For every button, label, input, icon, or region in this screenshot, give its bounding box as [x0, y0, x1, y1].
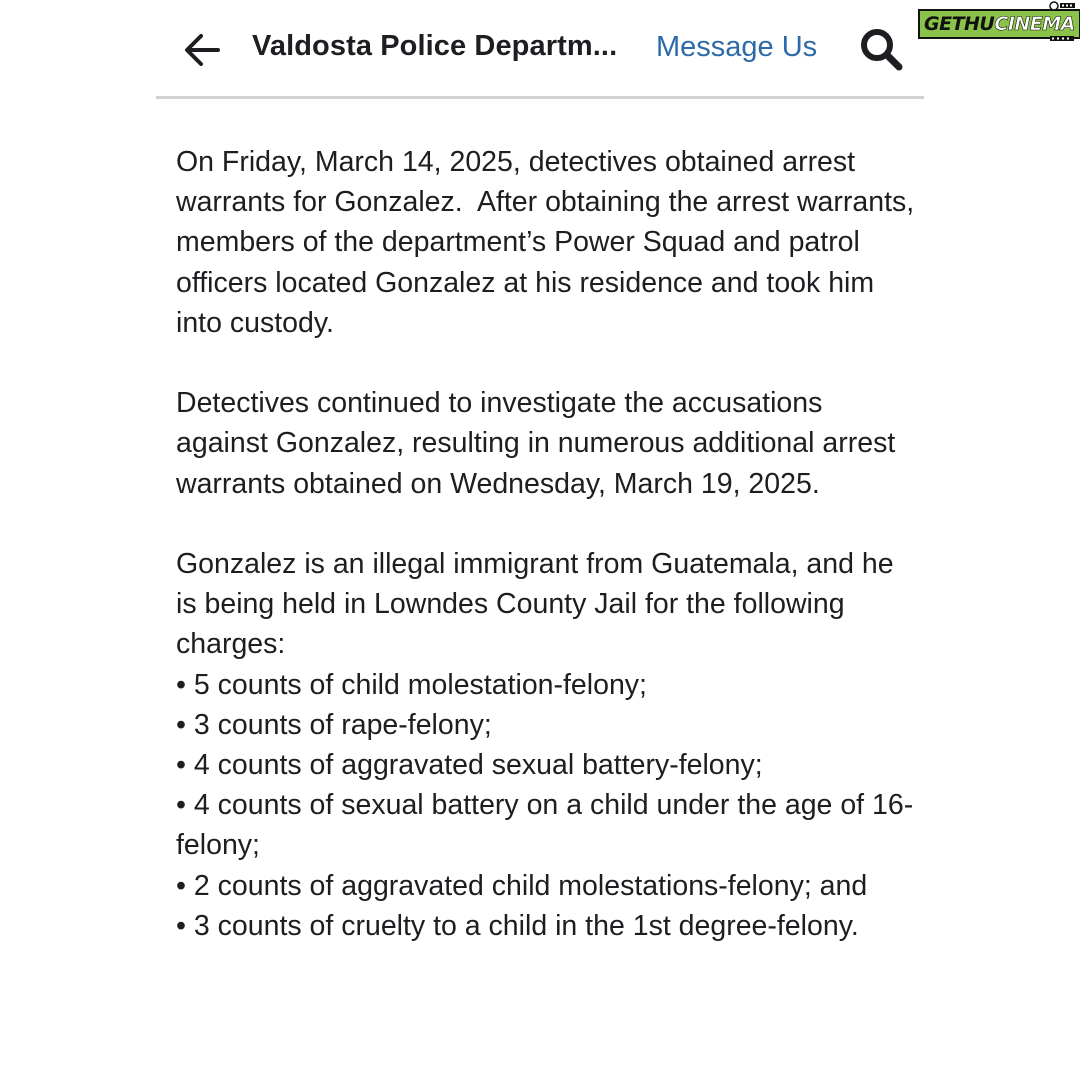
arrow-left-icon [182, 30, 222, 70]
charge-item: • 3 counts of cruelty to a child in the 1st degree-felony. [176, 909, 859, 942]
charge-item: • 3 counts of rape-felony; [176, 708, 492, 741]
back-button[interactable] [182, 30, 222, 70]
charges-list [176, 665, 916, 946]
film-reel-icon [1046, 1, 1076, 41]
post-paragraph: On Friday, March 14, 2025, detectives obtained arrest warrants for Gonzalez. After obtaining the arrest warrants, members of the department’s Power Squad and patrol officers located Gonzalez at his residence and took him into custody. [176, 146, 915, 339]
app-header [156, 0, 924, 99]
charge-item: • 5 counts of child molestation-felony; [176, 668, 647, 701]
charge-item: • 2 counts of aggravated child molestations-felony; and [176, 869, 868, 902]
post-paragraph: Detectives continued to investigate the accusations against Gonzalez, resulting in numerous additional arrest warrants obtained on Wednesday, March 19, 2025. [176, 387, 896, 500]
post-body [176, 142, 916, 946]
watermark-text-part1: GETHU [924, 13, 995, 35]
charge-item: • 4 counts of sexual battery on a child under the age of 16-felony; [176, 789, 914, 862]
search-icon [858, 26, 904, 72]
post-paragraph: Gonzalez is an illegal immigrant from Guatemala, and he is being held in Lowndes County Jail for the following charges: [176, 548, 894, 661]
charge-item: • 4 counts of aggravated sexual battery-felony; [176, 749, 763, 782]
watermark-logo [916, 0, 1080, 44]
watermark-text-part2: CINEMA [994, 13, 1075, 35]
message-us-link[interactable]: Message Us [656, 31, 818, 63]
search-button[interactable] [858, 26, 904, 72]
page-title: Valdosta Police Departm... [252, 30, 618, 62]
